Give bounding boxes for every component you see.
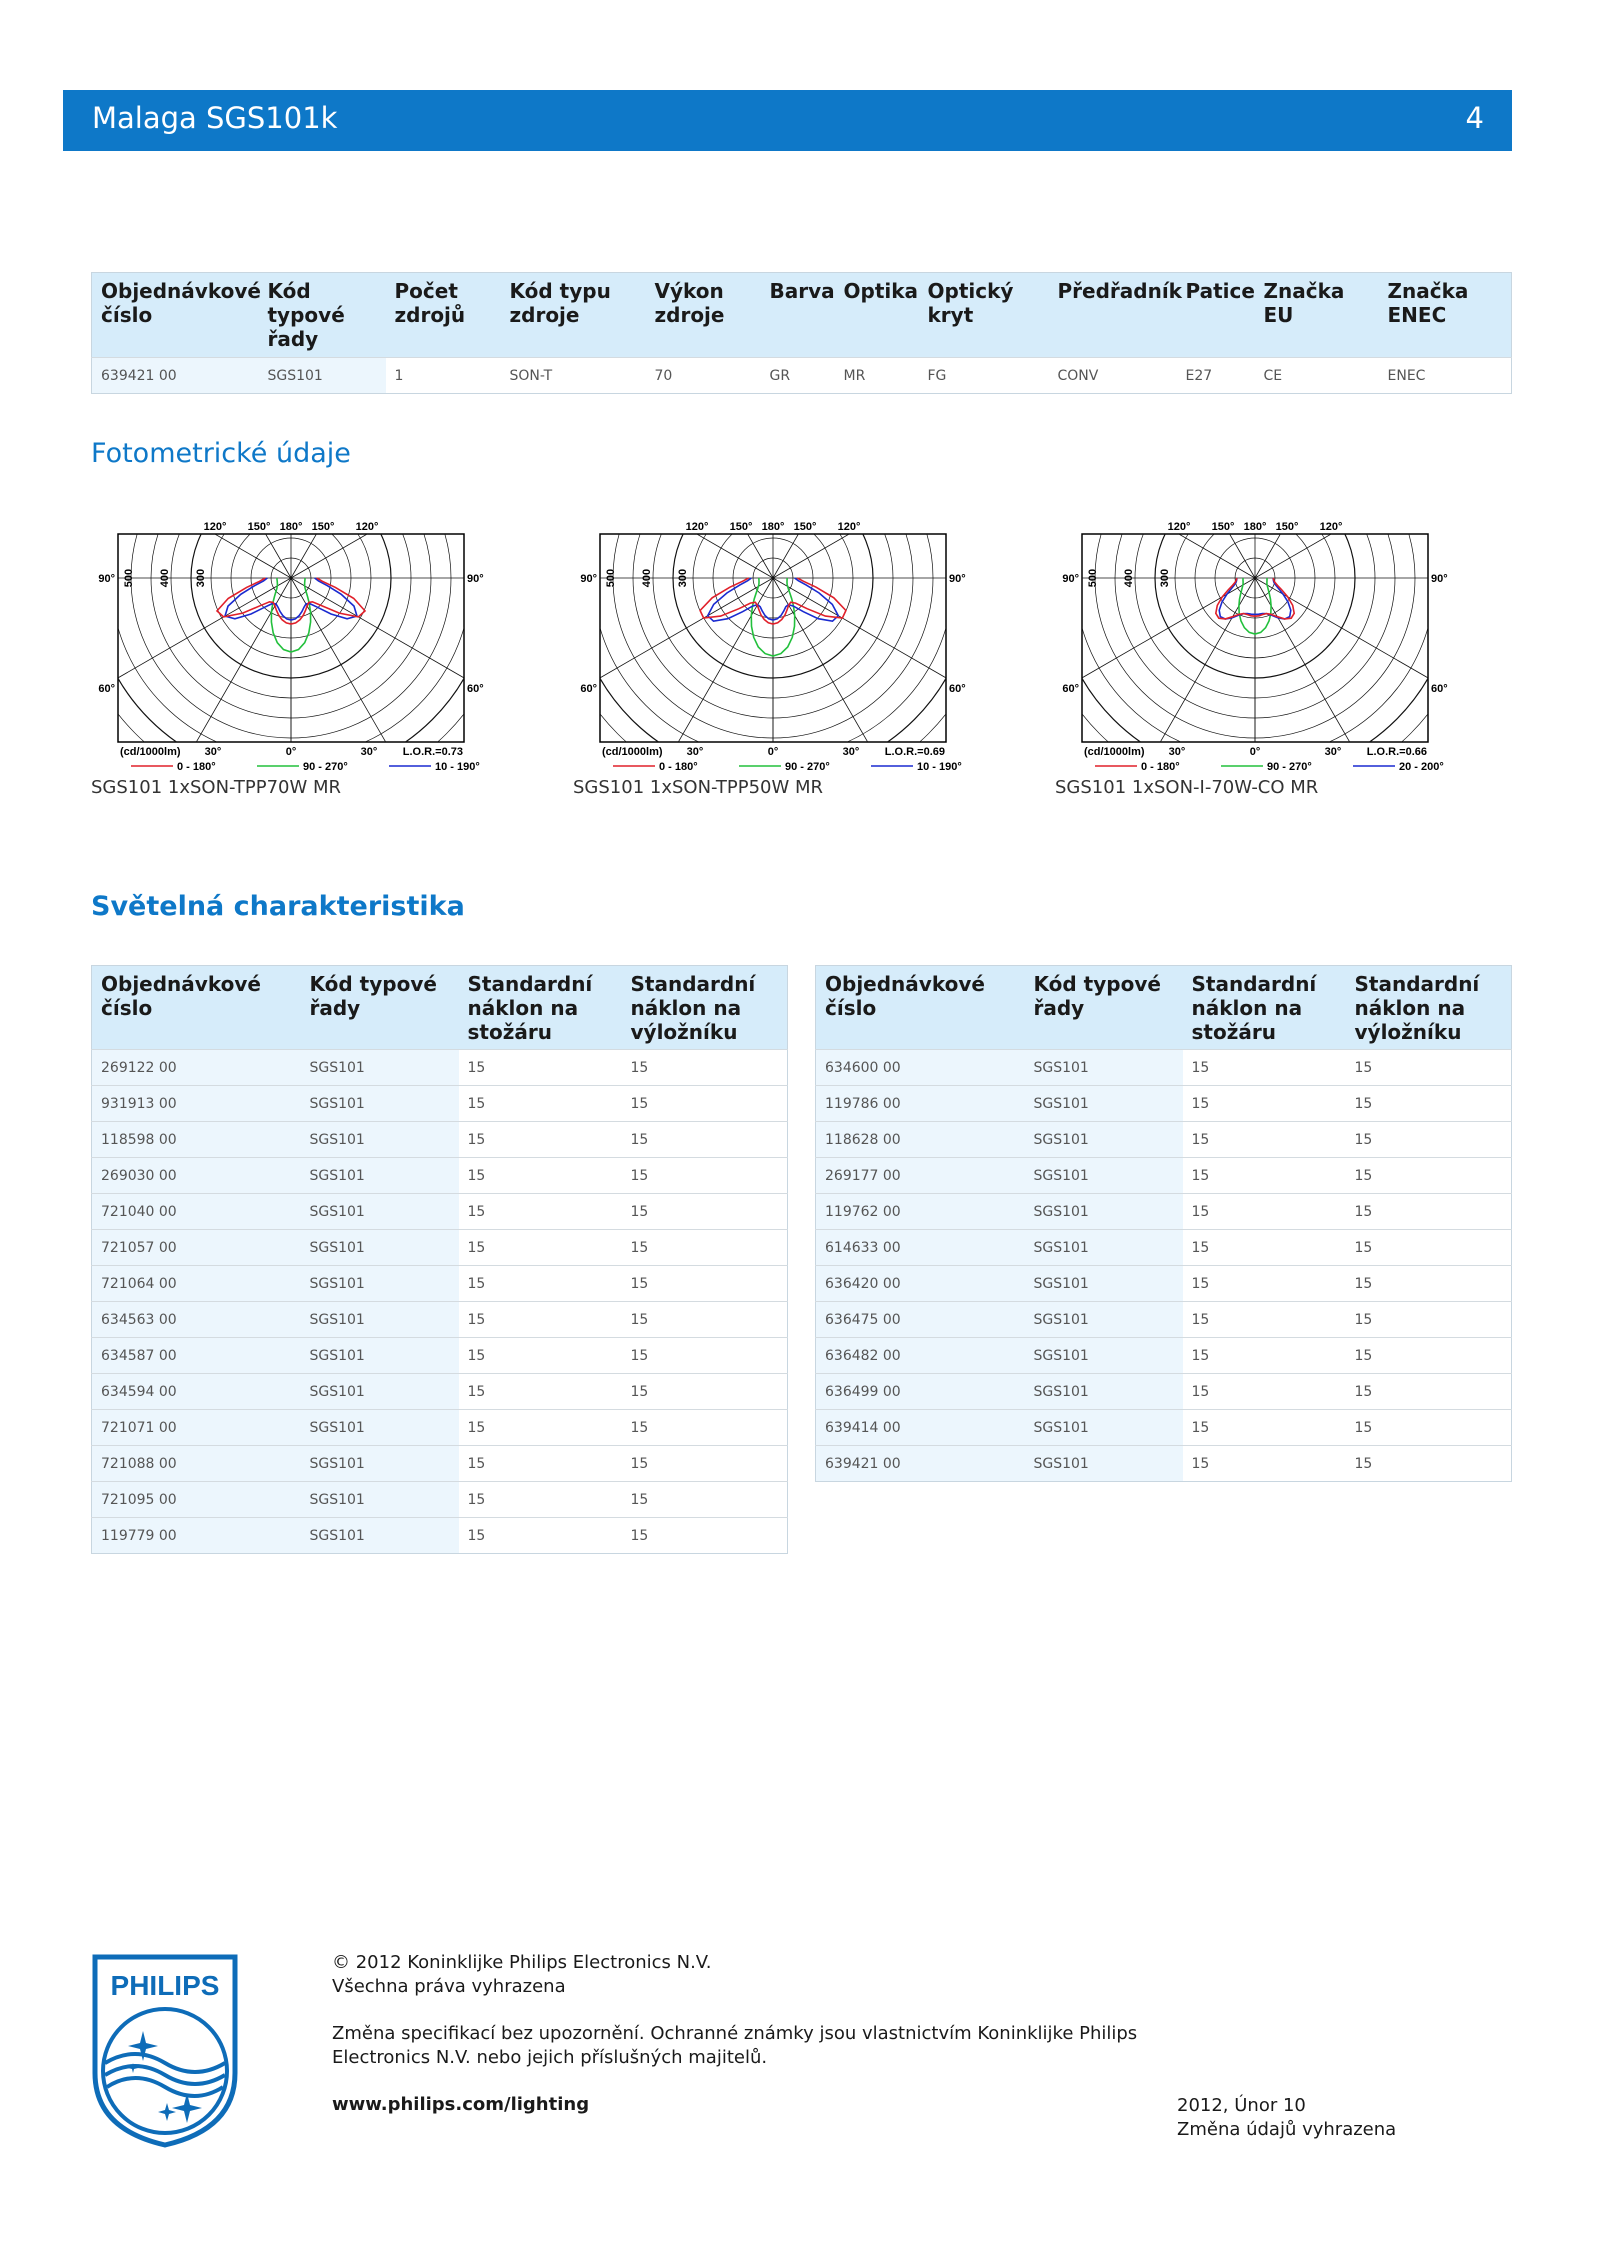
table-row	[816, 1158, 1512, 1194]
char-cell: 15	[622, 1230, 788, 1266]
char-cell: 15	[1183, 1374, 1346, 1410]
spec-header-row	[92, 273, 1512, 358]
char-cell: SGS101	[301, 1122, 459, 1158]
char-col-header: Objednávkové číslo	[92, 966, 301, 1050]
table-row	[92, 1518, 788, 1554]
char-cell: 15	[1346, 1194, 1512, 1230]
char-cell: 15	[622, 1266, 788, 1302]
legend-label: 20 - 200°	[1399, 761, 1444, 772]
char-cell: 269177 00	[816, 1158, 1025, 1194]
char-cell: 15	[1183, 1194, 1346, 1230]
char-cell: 721095 00	[92, 1482, 301, 1518]
table-row	[92, 1302, 788, 1338]
char-cell: 15	[459, 1230, 622, 1266]
philips-logo	[91, 1953, 239, 2149]
legend-label: 0 - 180°	[1141, 761, 1180, 772]
footer-website-link[interactable]: www.philips.com/lighting	[332, 2094, 590, 2115]
char-cell: 15	[1346, 1122, 1512, 1158]
angle-label: 60°	[1062, 683, 1079, 695]
angle-label: 30°	[204, 746, 222, 758]
char-cell: 119779 00	[92, 1518, 301, 1554]
spec-col-header: Optický kryt	[919, 273, 1049, 358]
table-row	[92, 1338, 788, 1374]
spec-cell: 70	[646, 358, 761, 394]
table-row	[816, 1194, 1512, 1230]
diagram-caption: SGS101 1xSON-I-70W-CO MR	[1055, 777, 1319, 798]
spec-cell: 1	[386, 358, 501, 394]
footer-date: 2012, Únor 10	[1177, 2095, 1306, 2116]
angle-label: 90°	[1062, 573, 1079, 585]
char-cell: SGS101	[1025, 1446, 1183, 1482]
char-col-header: Standardní náklon na výložníku	[622, 966, 788, 1050]
angle-label: 120°	[837, 521, 861, 533]
table-row	[816, 1230, 1512, 1266]
table-row	[92, 1194, 788, 1230]
footer-rights: Všechna práva vyhrazena	[332, 1976, 566, 1997]
char-cell: 15	[1346, 1410, 1512, 1446]
char-cell: SGS101	[301, 1338, 459, 1374]
table-row	[92, 1086, 788, 1122]
table-row	[92, 1446, 788, 1482]
char-cell: 15	[1346, 1266, 1512, 1302]
spec-cell: CE	[1255, 358, 1379, 394]
char-cell: 15	[1346, 1302, 1512, 1338]
angle-label: 90°	[467, 573, 484, 585]
table-row	[92, 358, 1512, 394]
char-header-row	[816, 966, 1512, 1050]
char-cell: SGS101	[301, 1194, 459, 1230]
char-cell: 269122 00	[92, 1050, 301, 1086]
char-cell: 634600 00	[816, 1050, 1025, 1086]
char-cell: 118628 00	[816, 1122, 1025, 1158]
char-cell: 15	[622, 1122, 788, 1158]
spec-cell: E27	[1177, 358, 1255, 394]
char-cell: 15	[459, 1302, 622, 1338]
angle-label: 60°	[1431, 683, 1448, 695]
char-cell: SGS101	[301, 1086, 459, 1122]
char-cell: 15	[1346, 1338, 1512, 1374]
light-char-title: Světelná charakteristika	[91, 891, 465, 922]
angle-label: 180°	[761, 521, 785, 533]
char-col-header: Objednávkové číslo	[816, 966, 1025, 1050]
angle-label: 0°	[285, 746, 297, 758]
char-cell: 639414 00	[816, 1410, 1025, 1446]
char-cell: 15	[1346, 1374, 1512, 1410]
table-row	[816, 1410, 1512, 1446]
legend-label: 10 - 190°	[917, 761, 962, 772]
table-row	[92, 1230, 788, 1266]
char-cell: 15	[1183, 1158, 1346, 1194]
angle-label: 120°	[685, 521, 709, 533]
polar-diagram-svg	[91, 520, 491, 772]
table-row	[92, 1050, 788, 1086]
char-cell: SGS101	[1025, 1050, 1183, 1086]
char-cell: 636420 00	[816, 1266, 1025, 1302]
spec-col-header: Kód typu zdroje	[501, 273, 646, 358]
char-cell: 15	[1346, 1446, 1512, 1482]
angle-label: 30°	[1324, 746, 1342, 758]
radial-scale-label: 500	[123, 568, 135, 588]
legend-label: 10 - 190°	[435, 761, 480, 772]
light-char-table-left	[91, 965, 788, 1554]
table-row	[816, 1302, 1512, 1338]
char-cell: 15	[1183, 1086, 1346, 1122]
angle-label: 60°	[580, 683, 597, 695]
angle-label: 150°	[729, 521, 753, 533]
char-cell: 15	[1183, 1266, 1346, 1302]
table-row	[92, 1410, 788, 1446]
polar-diagram-svg	[573, 520, 973, 772]
polar-diagram-svg	[1055, 520, 1455, 772]
angle-label: 120°	[1319, 521, 1343, 533]
char-cell: 15	[1183, 1050, 1346, 1086]
radial-scale-label: 400	[641, 568, 653, 588]
logo-wordmark: PHILIPS	[110, 1970, 220, 2001]
header-bar	[63, 90, 1512, 151]
char-cell: 15	[622, 1482, 788, 1518]
char-col-header: Kód typové řady	[1025, 966, 1183, 1050]
char-cell: SGS101	[1025, 1410, 1183, 1446]
char-cell: 15	[459, 1518, 622, 1554]
radial-scale-label: 300	[1159, 568, 1171, 588]
angle-label: 30°	[360, 746, 378, 758]
spec-col-header: Značka EU	[1255, 273, 1379, 358]
table-row	[92, 1266, 788, 1302]
spec-cell: CONV	[1049, 358, 1177, 394]
char-cell: 721088 00	[92, 1446, 301, 1482]
angle-label: 150°	[247, 521, 271, 533]
legend-label: 0 - 180°	[659, 761, 698, 772]
spec-col-header: Patice	[1177, 273, 1255, 358]
char-cell: 15	[1346, 1230, 1512, 1266]
spec-cell: FG	[919, 358, 1049, 394]
char-cell: SGS101	[1025, 1266, 1183, 1302]
table-row	[92, 1122, 788, 1158]
char-cell: 15	[459, 1194, 622, 1230]
char-cell: 15	[1183, 1338, 1346, 1374]
char-cell: SGS101	[1025, 1230, 1183, 1266]
char-cell: 721071 00	[92, 1410, 301, 1446]
units-label: (cd/1000lm)	[120, 746, 181, 758]
polar-diagram	[1055, 520, 1455, 772]
char-cell: SGS101	[301, 1050, 459, 1086]
char-cell: 15	[622, 1518, 788, 1554]
table-row	[816, 1050, 1512, 1086]
spec-cell: MR	[835, 358, 919, 394]
char-cell: SGS101	[301, 1518, 459, 1554]
char-cell: 15	[1183, 1446, 1346, 1482]
legend-label: 90 - 270°	[785, 761, 830, 772]
radial-scale-label: 400	[1123, 568, 1135, 588]
radial-scale-label: 400	[159, 568, 171, 588]
table-row	[92, 1482, 788, 1518]
char-col-header: Standardní náklon na stožáru	[459, 966, 622, 1050]
table-row	[816, 1086, 1512, 1122]
table-row	[816, 1446, 1512, 1482]
char-cell: SGS101	[301, 1266, 459, 1302]
char-cell: 118598 00	[92, 1122, 301, 1158]
angle-label: 30°	[686, 746, 704, 758]
page-title: Malaga SGS101k	[92, 101, 338, 135]
char-cell: 15	[1183, 1122, 1346, 1158]
char-cell: 15	[459, 1122, 622, 1158]
char-cell: 15	[622, 1446, 788, 1482]
char-cell: 15	[459, 1086, 622, 1122]
char-cell: 15	[622, 1338, 788, 1374]
angle-label: 60°	[98, 683, 115, 695]
spec-col-header: Počet zdrojů	[386, 273, 501, 358]
char-cell: 15	[1183, 1302, 1346, 1338]
photometric-title: Fotometrické údaje	[91, 438, 351, 469]
char-cell: SGS101	[1025, 1374, 1183, 1410]
light-char-table-right	[815, 965, 1512, 1482]
char-cell: 634587 00	[92, 1338, 301, 1374]
char-cell: 15	[622, 1194, 788, 1230]
angle-label: 150°	[1275, 521, 1299, 533]
char-cell: 15	[459, 1338, 622, 1374]
units-label: (cd/1000lm)	[1084, 746, 1145, 758]
table-row	[816, 1374, 1512, 1410]
char-col-header: Standardní náklon na stožáru	[1183, 966, 1346, 1050]
angle-label: 90°	[98, 573, 115, 585]
char-cell: 15	[459, 1374, 622, 1410]
char-cell: 721057 00	[92, 1230, 301, 1266]
char-col-header: Kód typové řady	[301, 966, 459, 1050]
lor-label: L.O.R.=0.69	[884, 746, 945, 758]
char-cell: 636482 00	[816, 1338, 1025, 1374]
char-cell: 119786 00	[816, 1086, 1025, 1122]
angle-label: 0°	[1249, 746, 1261, 758]
char-cell: SGS101	[1025, 1338, 1183, 1374]
char-cell: SGS101	[1025, 1302, 1183, 1338]
char-cell: 15	[1183, 1230, 1346, 1266]
angle-label: 90°	[580, 573, 597, 585]
char-cell: 634594 00	[92, 1374, 301, 1410]
angle-label: 60°	[467, 683, 484, 695]
radial-scale-label: 500	[1087, 568, 1099, 588]
footer-notice-line2: Electronics N.V. nebo jejich příslušných majitelů.	[332, 2047, 768, 2068]
char-cell: 614633 00	[816, 1230, 1025, 1266]
table-row	[816, 1122, 1512, 1158]
char-header-row	[92, 966, 788, 1050]
table-row	[816, 1338, 1512, 1374]
char-cell: SGS101	[301, 1230, 459, 1266]
char-cell: SGS101	[301, 1302, 459, 1338]
spec-col-header: Objednávkové číslo	[92, 273, 259, 358]
angle-label: 30°	[842, 746, 860, 758]
angle-label: 180°	[1243, 521, 1267, 533]
table-row	[816, 1266, 1512, 1302]
legend-label: 0 - 180°	[177, 761, 216, 772]
char-cell: SGS101	[301, 1158, 459, 1194]
char-cell: 15	[622, 1086, 788, 1122]
char-cell: 15	[1183, 1410, 1346, 1446]
spec-cell: ENEC	[1379, 358, 1512, 394]
footer-date-note: Změna údajů vyhrazena	[1177, 2119, 1397, 2140]
angle-label: 120°	[355, 521, 379, 533]
angle-label: 60°	[949, 683, 966, 695]
char-cell: SGS101	[301, 1410, 459, 1446]
footer-notice-line1: Změna specifikací bez upozornění. Ochranné známky jsou vlastnictvím Koninklijke Philips	[332, 2023, 1138, 2044]
spec-cell: GR	[761, 358, 835, 394]
spec-cell: 639421 00	[92, 358, 259, 394]
char-cell: 931913 00	[92, 1086, 301, 1122]
spec-cell: SON-T	[501, 358, 646, 394]
char-cell: 269030 00	[92, 1158, 301, 1194]
char-cell: 15	[459, 1050, 622, 1086]
char-cell: 639421 00	[816, 1446, 1025, 1482]
angle-label: 150°	[1211, 521, 1235, 533]
spec-col-header: Kód typové řady	[259, 273, 386, 358]
spec-col-header: Předřadník	[1049, 273, 1177, 358]
angle-label: 120°	[1167, 521, 1191, 533]
char-cell: 15	[459, 1410, 622, 1446]
char-cell: 15	[459, 1158, 622, 1194]
char-cell: 15	[1346, 1050, 1512, 1086]
char-cell: 15	[622, 1410, 788, 1446]
char-cell: 721040 00	[92, 1194, 301, 1230]
char-cell: 721064 00	[92, 1266, 301, 1302]
char-cell: 15	[459, 1266, 622, 1302]
char-cell: SGS101	[1025, 1086, 1183, 1122]
angle-label: 150°	[311, 521, 335, 533]
char-cell: 15	[622, 1158, 788, 1194]
units-label: (cd/1000lm)	[602, 746, 663, 758]
char-cell: 636499 00	[816, 1374, 1025, 1410]
char-cell: 15	[459, 1446, 622, 1482]
char-cell: SGS101	[301, 1482, 459, 1518]
spec-col-header: Značka ENEC	[1379, 273, 1512, 358]
radial-scale-label: 300	[677, 568, 689, 588]
spec-col-header: Výkon zdroje	[646, 273, 761, 358]
char-cell: SGS101	[301, 1446, 459, 1482]
page-number: 4	[1465, 101, 1484, 135]
angle-label: 90°	[949, 573, 966, 585]
footer-copyright: © 2012 Koninklijke Philips Electronics N.V.	[332, 1952, 712, 1973]
table-row	[92, 1158, 788, 1194]
lor-label: L.O.R.=0.66	[1366, 746, 1427, 758]
table-row	[92, 1374, 788, 1410]
char-cell: 15	[1346, 1086, 1512, 1122]
spec-cell: SGS101	[259, 358, 386, 394]
char-cell: 119762 00	[816, 1194, 1025, 1230]
radial-scale-label: 500	[605, 568, 617, 588]
polar-diagram	[573, 520, 973, 772]
angle-label: 30°	[1168, 746, 1186, 758]
char-cell: 636475 00	[816, 1302, 1025, 1338]
angle-label: 0°	[767, 746, 779, 758]
legend-label: 90 - 270°	[303, 761, 348, 772]
char-cell: 15	[622, 1374, 788, 1410]
char-cell: SGS101	[1025, 1122, 1183, 1158]
angle-label: 180°	[279, 521, 303, 533]
spec-col-header: Barva	[761, 273, 835, 358]
char-cell: 15	[459, 1482, 622, 1518]
diagram-caption: SGS101 1xSON-TPP50W MR	[573, 777, 824, 798]
angle-label: 120°	[203, 521, 227, 533]
lor-label: L.O.R.=0.73	[402, 746, 463, 758]
diagram-caption: SGS101 1xSON-TPP70W MR	[91, 777, 342, 798]
char-cell: SGS101	[1025, 1158, 1183, 1194]
char-col-header: Standardní náklon na výložníku	[1346, 966, 1512, 1050]
char-cell: 634563 00	[92, 1302, 301, 1338]
char-cell: 15	[622, 1050, 788, 1086]
char-cell: SGS101	[301, 1374, 459, 1410]
spec-col-header: Optika	[835, 273, 919, 358]
char-cell: SGS101	[1025, 1194, 1183, 1230]
spec-table	[91, 272, 1512, 394]
angle-label: 150°	[793, 521, 817, 533]
char-cell: 15	[622, 1302, 788, 1338]
char-cell: 15	[1346, 1158, 1512, 1194]
angle-label: 90°	[1431, 573, 1448, 585]
polar-diagram	[91, 520, 491, 772]
legend-label: 90 - 270°	[1267, 761, 1312, 772]
radial-scale-label: 300	[195, 568, 207, 588]
